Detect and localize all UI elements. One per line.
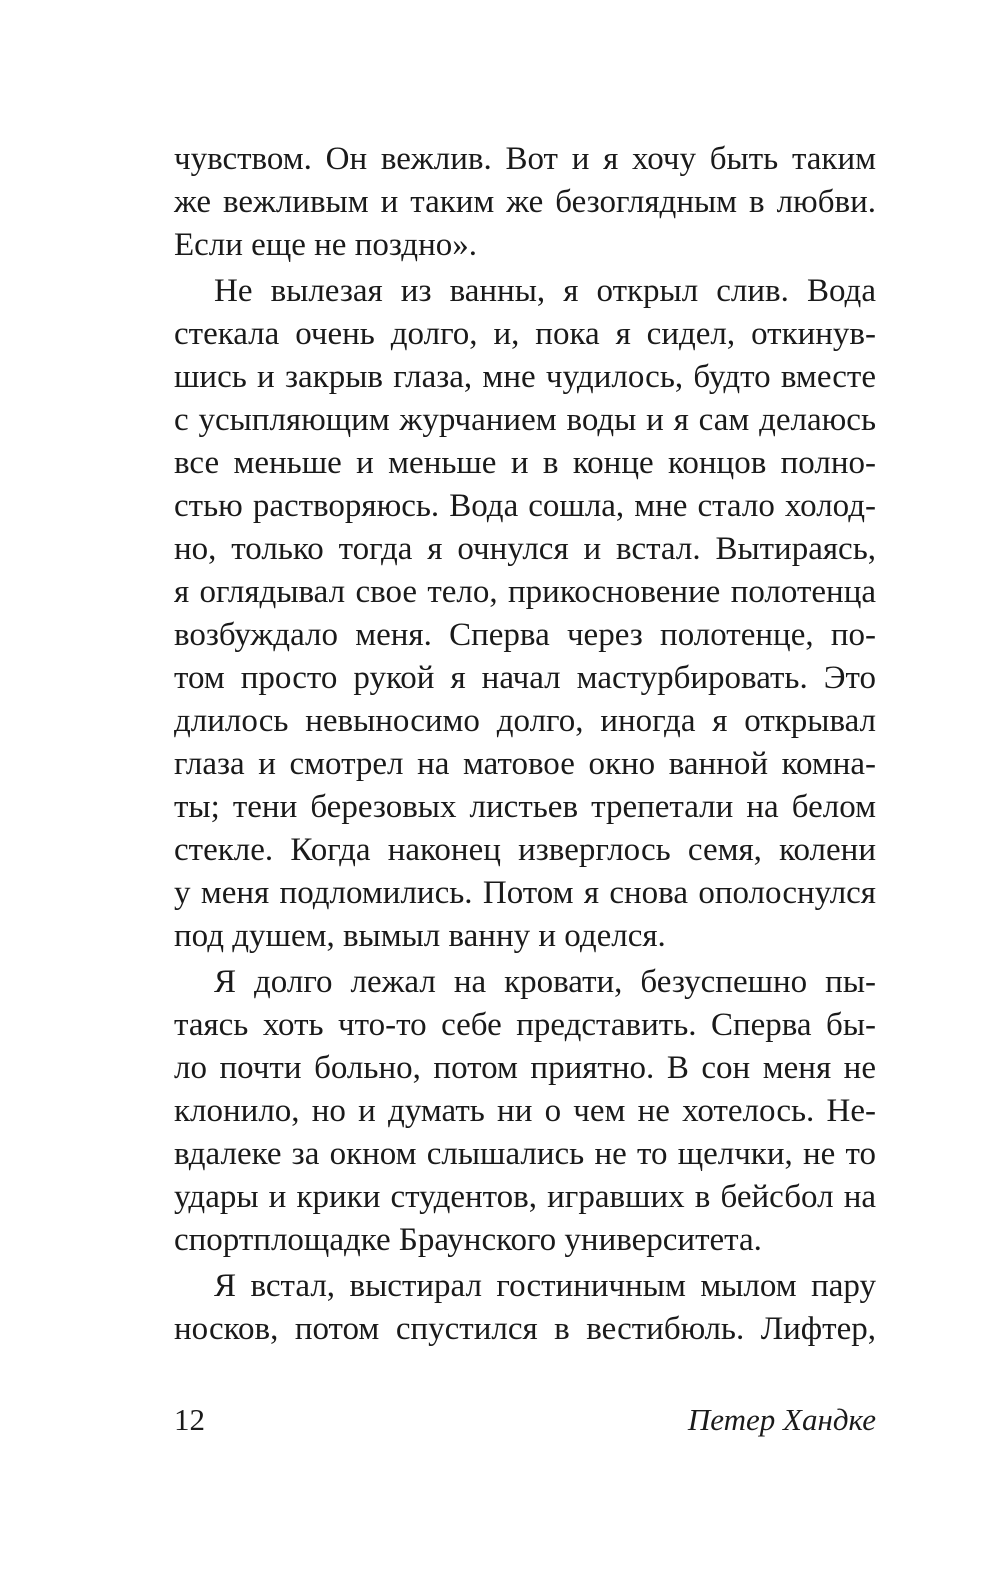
text-line: том просто рукой я начал мастурбировать. Это xyxy=(174,660,876,696)
paragraph xyxy=(174,270,876,958)
text-line: же вежливым и таким же безоглядным в любви. xyxy=(174,184,876,220)
text-line: но, только тогда я очнулся и встал. Вытираясь, xyxy=(174,531,876,567)
text-line: удары и крики студентов, игравших в бейсбол на xyxy=(174,1179,876,1215)
text-line: стекле. Когда наконец изверглось семя, колени xyxy=(174,832,876,868)
text-line: стекала очень долго, и, пока я сидел, откинув- xyxy=(174,316,876,352)
text-line: Если еще не поздно». xyxy=(174,227,477,263)
body-text xyxy=(174,138,876,1351)
text-line: Я встал, выстирал гостиничным мылом пару xyxy=(214,1268,876,1304)
text-line: шись и закрыв глаза, мне чудилось, будто вместе xyxy=(174,359,876,395)
page-number: 12 xyxy=(174,1402,205,1437)
text-line: ло почти больно, потом приятно. В сон меня не xyxy=(174,1050,876,1086)
text-line: Я долго лежал на кровати, безуспешно пы- xyxy=(214,964,876,1000)
text-line: под душем, вымыл ванну и оделся. xyxy=(174,918,666,954)
text-line: чувством. Он вежлив. Вот и я хочу быть таким xyxy=(174,141,876,177)
running-head-author: Петер Хандке xyxy=(687,1402,876,1437)
text-line: стью растворяюсь. Вода сошла, мне стало холод- xyxy=(174,488,876,524)
text-line: Не вылезая из ванны, я открыл слив. Вода xyxy=(214,273,876,309)
text-line: таясь хоть что-то себе представить. Сперва бы- xyxy=(174,1007,876,1043)
paragraph xyxy=(174,1265,876,1351)
text-line: ты; тени березовых листьев трепетали на белом xyxy=(174,789,876,825)
text-line: с усыпляющим журчанием воды и я сам делаюсь xyxy=(174,402,876,438)
text-line: глаза и смотрел на матовое окно ванной комна- xyxy=(174,746,876,782)
text-line: длилось невыносимо долго, иногда я открывал xyxy=(174,703,876,739)
page-footer xyxy=(174,1398,876,1442)
text-line: спортплощадке Браунского университета. xyxy=(174,1222,762,1258)
text-line: у меня подломились. Потом я снова ополоснулся xyxy=(174,875,876,911)
text-line: клонило, но и думать ни о чем не хотелось. Не- xyxy=(174,1093,876,1129)
paragraph xyxy=(174,961,876,1262)
paragraph xyxy=(174,138,876,267)
text-line: вдалеке за окном слышались не то щелчки, не то xyxy=(174,1136,876,1172)
text-line: возбуждало меня. Сперва через полотенце, по- xyxy=(174,617,876,653)
text-line: носков, потом спустился в вестибюль. Лифтер, xyxy=(174,1311,876,1347)
text-line: я оглядывал свое тело, прикосновение полотенца xyxy=(174,574,876,610)
text-line: все меньше и меньше и в конце концов полно- xyxy=(174,445,876,481)
